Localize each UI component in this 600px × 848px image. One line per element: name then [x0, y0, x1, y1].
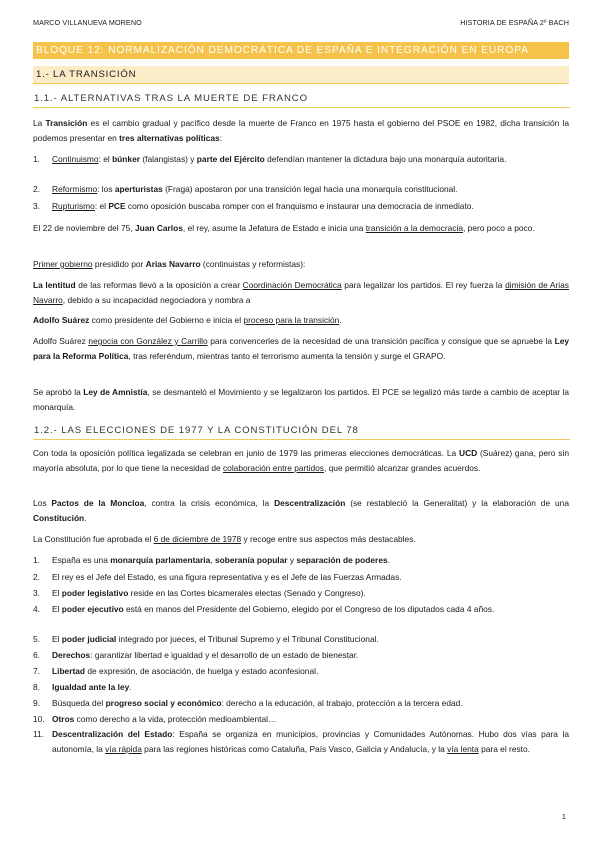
paragraph-elecciones: Con toda la oposición política legalizada se celebran en junio de 1979 las primeras elecciones democráticas. La UCD (Suárez) gana, pero sin mayoría absoluta, por lo que tiene la necesidad de colaboración entre partidos, que permitió alcanzar grandes acuerdos. [33, 448, 569, 473]
paragraph-adolfo-suarez: Adolfo Suárez como presidente del Gobierno e inicia el proceso para la transición. [33, 315, 342, 325]
paragraph-negociacion: Adolfo Suárez negocia con González y Carrillo para convencerles de la necesidad de una transición pacífica y consigue que se apruebe la Ley para la Reforma Política, tras referéndum, mientras tanto el terrorismo aumenta la tensión y surge el GRAPO. [33, 336, 570, 361]
paragraph-primer-gobierno: Primer gobierno presidido por Arias Navarro (continuistas y reformistas): [33, 259, 306, 269]
paragraph-lentitud: La lentitud de las reformas llevó a la oposición a crear Coordinación Democrática para legalizar los partidos. El rey fuerza la dimisión de Arias Navarro, debido a su incapacidad negociadora y nombra a [33, 280, 569, 305]
paragraph-juan-carlos: El 22 de noviembre del 75, Juan Carlos, el rey, asume la Jefatura de Estado e inicia una transición a la democracia, pero poco a poco. [33, 223, 535, 233]
paragraph-amnistia: Se aprobó la Ley de Amnistía, se desmanteló el Movimiento y se legalizaron los partidos. El PCE se legalizó más tarde a cambio de aceptar la monarquía. [33, 387, 569, 412]
author-name: MARCO VILLANUEVA MORENO [33, 18, 142, 27]
subsection-title-alternatives: 1.1.- ALTERNATIVAS TRAS LA MUERTE DE FRANCO [33, 93, 570, 108]
intro-paragraph: La Transición es el cambio gradual y pacífico desde la muerte de Franco en 1975 hasta el gobierno del PSOE en 1982, dicha transición la podemos presentar en tres alternativas políticas: [33, 118, 569, 143]
section-title: 1.- LA TRANSICIÓN [33, 66, 569, 84]
subsection-title-elecciones: 1.2.- LAS ELECCIONES DE 1977 Y LA CONSTITUCIÓN DEL 78 [33, 425, 570, 440]
paragraph-pactos: Los Pactos de la Moncloa, contra la crisis económica, la Descentralización (se restableció la Generalitat) y la elaboración de una Constitución. [33, 498, 569, 523]
subject-name: HISTORIA DE ESPAÑA 2º BACH [460, 18, 569, 27]
page-number: 1 [561, 812, 566, 821]
paragraph-constitucion: La Constitución fue aprobada el 6 de diciembre de 1978 y recoge entre sus aspectos más destacables. [33, 534, 416, 544]
block-title: BLOQUE 12: NORMALIZACIÓN DEMOCRÁTICA DE ESPAÑA E INTEGRACIÓN EN EUROPA [33, 42, 569, 59]
